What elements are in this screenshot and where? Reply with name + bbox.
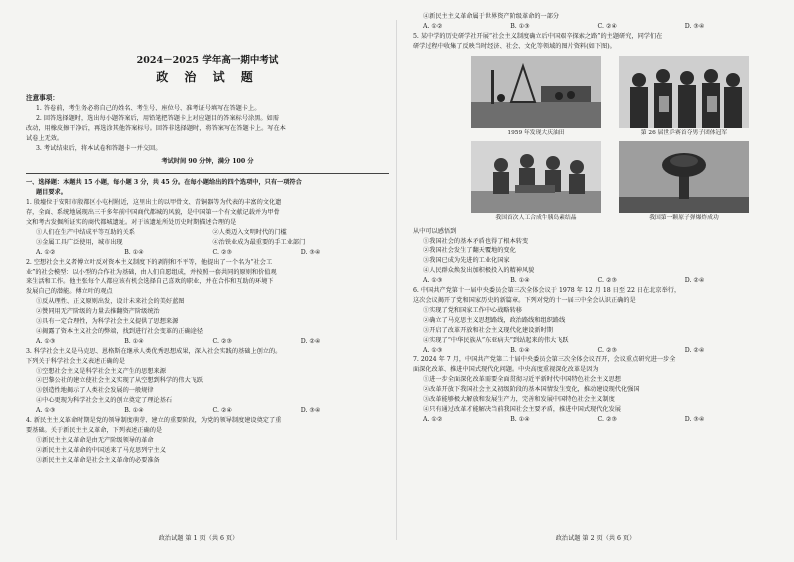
notes-heading: 注意事项： [26, 94, 59, 102]
choice-a: A. ①③ [423, 346, 443, 354]
laboratory-photo [471, 141, 601, 213]
statement-option: ④只有通过改革才能解决当前我国社会主要矛盾，推进中国式现代化发展 [423, 405, 621, 413]
answer-choices [26, 406, 389, 416]
statement-option: ③我国已成为先进的工业化国家 [423, 257, 510, 265]
question-text: 6. 中国共产党第十一届中央委员会第三次全体会议于 1978 年 12 月 18 日至 22 日在北京举行， [413, 287, 681, 295]
choice-c: C. ②④ [212, 407, 233, 415]
question-7 [413, 355, 772, 424]
photo-daqing [471, 56, 601, 138]
choice-b: B. ①④ [510, 346, 530, 354]
page-footer: 政治试题 第 1 页（共 6 页） [158, 535, 239, 543]
photo-insulin [471, 141, 601, 223]
choice-c: C. ②③ [212, 337, 233, 345]
statement-option: ③开启了改革开放和社会主义现代化建设新时期 [423, 326, 553, 334]
question-text: 3. 科学社会主义是马克思、恩格斯在继承人类优秀思想成果，深入社会实践的基础上创立的。 [26, 347, 282, 355]
note-line: 试卷上无效。 [26, 134, 64, 142]
choice-a: A. ①③ [36, 407, 56, 415]
statement-option: ④治铁业成为最重要的手工业部门 [212, 238, 306, 246]
option-row [26, 238, 389, 248]
question-text: 业”的社会模型：以小型的合作社为基础，由人们自愿组成，并按照一套共同的原则和价值观 [26, 268, 277, 276]
section-heading: 一、选择题：本题共 15 小题，每小题 3 分，共 45 分。在每小题给出的四个选项中，只有一项符合 [26, 179, 302, 187]
choice-a: A. ①③ [423, 277, 443, 285]
statement-option: ①我国社会的基本矛盾也得了根本转变 [423, 237, 529, 245]
question-text: 这次会议揭开了党和国家历史的新篇章。下列对党的十一届三中全会认识正确的是 [413, 296, 636, 304]
choice-c: C. ②③ [212, 248, 233, 256]
answer-choices [26, 248, 389, 258]
statement-option: ②人类迈入文明时代的门槛 [212, 228, 287, 236]
subject-title: 政 治 试 题 [156, 70, 259, 84]
photo-atomic-bomb [619, 141, 749, 223]
choice-a: A. ①② [36, 248, 56, 256]
question-text: 要基础。关于新民主主义革命，下列表述正确的是 [26, 427, 163, 434]
statement-option: ④实现了“中华民族从”东亚病夫”到站起来的伟大飞跃 [423, 336, 569, 344]
answer-choices [413, 276, 772, 286]
question-text: 5. 某中学的历史研学社开展“社会主义制度确立后中国艰辛探索之路”的主题研究，同学们在 [413, 32, 663, 40]
section-heading: 题目要求。 [36, 189, 67, 197]
exam-time-score: 考试时间 90 分钟，满分 100 分 [161, 158, 254, 166]
note-line: 改动，用橡皮擦干净后，再选涂其他答案标号。回答非选择题时，将答案写在答题卡上。写在本 [26, 124, 286, 132]
question-3 [26, 347, 389, 416]
choice-b: B. ①④ [510, 277, 530, 285]
exam-title: 2024－2025 学年高一期中考试 [136, 55, 279, 66]
choice-b: B. ①④ [124, 407, 144, 415]
statement-option: ③改革能够极大解放和发展生产力，完善和发展中国特色社会主义制度 [423, 396, 615, 404]
question-6 [413, 286, 772, 355]
photo-caption: 我国第一颗原子弹爆炸成功 [649, 214, 719, 221]
question-1 [26, 198, 389, 257]
question-4 [26, 416, 389, 466]
choice-b: B. ①③ [510, 22, 530, 30]
choice-d: D. ③④ [684, 415, 705, 423]
choice-b: B. ①④ [510, 415, 530, 423]
statement-option: ①新民主主义革命是由无产阶级领导的革命 [36, 436, 154, 444]
choice-d: D. ③④ [300, 248, 321, 256]
question-lead: 从中可以感悟到 [413, 227, 457, 235]
choice-a: A. ①③ [36, 337, 56, 345]
question-text: 下列关于科学社会主义表述正确的是 [26, 357, 125, 365]
question-text: 7. 2024 年 7 月，中国共产党第二十届中央委员会第三次全体会议召开，会议重点研究进一步全 [413, 356, 676, 364]
statement-option: ②我国社会发生了翻天覆地的变化 [423, 247, 516, 255]
question-5 [413, 32, 772, 286]
page-2 [397, 0, 794, 562]
question-text: 文和考古发掘所证实的商代都城遗址。对于该遗址所处历史时期描述合理的是 [26, 218, 237, 226]
choice-d: D. ③④ [300, 407, 321, 415]
statement-option: ②确立了马克思主义思想路线，政治路线和组织路线 [423, 316, 566, 324]
question-text: 2. 空想社会主义者傅立叶反对资本主义制度下的剥削和不平等，他提出了一个名为“社会工 [26, 258, 273, 266]
choice-c: C. ②③ [597, 277, 618, 285]
team-photo [619, 56, 749, 128]
statement-option: ②改革开放下我国社会主义初级阶段的基本国情发生变化，推动建设现代化强国 [423, 386, 640, 394]
choice-d: D. ②④ [684, 277, 705, 285]
statement-option: ③创造性地揭示了人类社会发展的一般规律 [36, 387, 154, 395]
choice-d: D. ③④ [684, 22, 705, 30]
statement-option: ③新民主主义革命是社会主义革命的必要准备 [36, 456, 160, 464]
question-text: 1. 殷墟位于安阳市殷都区小屯村附近，这里出土的以甲骨文、青铜器等为代表的丰富的文化遗 [26, 199, 282, 207]
statement-option: ④人民群众焕发出加积极投入的精神风貌 [423, 267, 535, 275]
photo-caption: 我国首次人工合成牛胰岛素结晶 [495, 214, 577, 221]
question-4-continued [413, 12, 772, 32]
question-text: 来生活和工作。他主张每个人都应该有机会选择自己喜欢的职业，并在合作和互助的环境下 [26, 278, 274, 286]
statement-option: ②新民主主义革命的中国送来了马克思列宁主义 [36, 446, 166, 454]
statement-option: ②巴黎公社的建立使社会主义实现了从空想到科学的伟大飞跃 [36, 377, 204, 385]
choice-b: B. ①④ [124, 337, 144, 345]
statement-option: ①反从理性、正义原则出发，设计未来社会的美好蓝图 [36, 298, 185, 306]
choice-c: C. ②③ [597, 346, 618, 354]
statement-option: ②赞同用无产阶级的力量去推翻资产阶级统治 [36, 308, 160, 316]
choice-c: C. ②④ [597, 22, 618, 30]
question-text: 研学过程中收集了反映当时经济、社会、文化等领域的图片资料(如下图)。 [413, 42, 616, 50]
question-text: 4. 新民主主义革命时期是党的领导制度萌芽、建立的重要阶段，为党的领导制度建设奠定了重 [26, 417, 282, 425]
choice-d: D. ②④ [684, 346, 705, 354]
question-2 [26, 258, 389, 347]
page-footer: 政治试题 第 2 页（共 6 页） [555, 535, 636, 543]
question-text: 面深化改革、推进中国式现代化问题。中央高度重视深化改革是因为 [413, 366, 599, 374]
statement-option: ①空想社会主义是科学社会主义产生的思想来源 [36, 367, 166, 375]
statement-option: ④揭露了资本主义社会的弊端，找到进行社会变革的正确途径 [36, 327, 204, 335]
note-line: 3. 考试结束后，将本试卷和答题卡一并交回。 [36, 144, 162, 152]
divider-rule [26, 173, 389, 174]
statement-option: ④新民主主义革命属于世界资产阶级革命的一部分 [423, 13, 560, 20]
answer-choices [413, 346, 772, 356]
choice-c: C. ②③ [597, 415, 618, 423]
option-row [26, 228, 389, 238]
note-line: 2. 回答选择题时，选出每小题答案后，用铅笔把答题卡上对应题目的答案标号涂黑。如需 [36, 114, 279, 122]
oilfield-photo [471, 56, 601, 128]
choice-a: A. ①② [423, 415, 443, 423]
statement-option: ③金属工具广泛使用，城市出现 [36, 238, 123, 246]
photo-caption: 第 26 届世乒赛首夺男子团体冠军 [640, 129, 728, 136]
statement-option: ①进一步全面深化改革需要全面贯彻习近平新时代中国特色社会主义思想 [423, 376, 621, 384]
mushroom-cloud-photo [619, 141, 749, 213]
choice-d: D. ②④ [300, 337, 321, 345]
photo-caption: 1959 年发现大庆油田 [507, 129, 565, 136]
statement-option: ①人们在生产中结成平等互助的关系 [36, 228, 135, 236]
question-text: 存，全面、系统地展现出三千多年前中国商代都城的风貌，是中国第一个有文献记载并为甲骨 [26, 209, 280, 217]
photo-table-tennis [619, 56, 749, 138]
answer-choices [413, 22, 772, 32]
choice-a: A. ①② [423, 22, 443, 30]
answer-choices [413, 415, 772, 425]
choice-b: B. ①④ [124, 248, 144, 256]
note-line: 1. 答卷前，考生务必将自己的姓名、考生号、座位号、准考证号填写在答题卡上。 [36, 104, 261, 112]
statement-option: ①实现了党和国家工作中心战略转移 [423, 306, 522, 314]
statement-option: ④中心更现为科学社会主义的创立奠定了理论基石 [36, 397, 173, 405]
photo-grid [471, 56, 772, 223]
statement-option: ③具有一定合理性，为科学社会主义提供了思想来源 [36, 318, 179, 326]
question-text: 发展自己的潜能。傅立叶的观点 [26, 288, 113, 296]
answer-choices [26, 337, 389, 347]
